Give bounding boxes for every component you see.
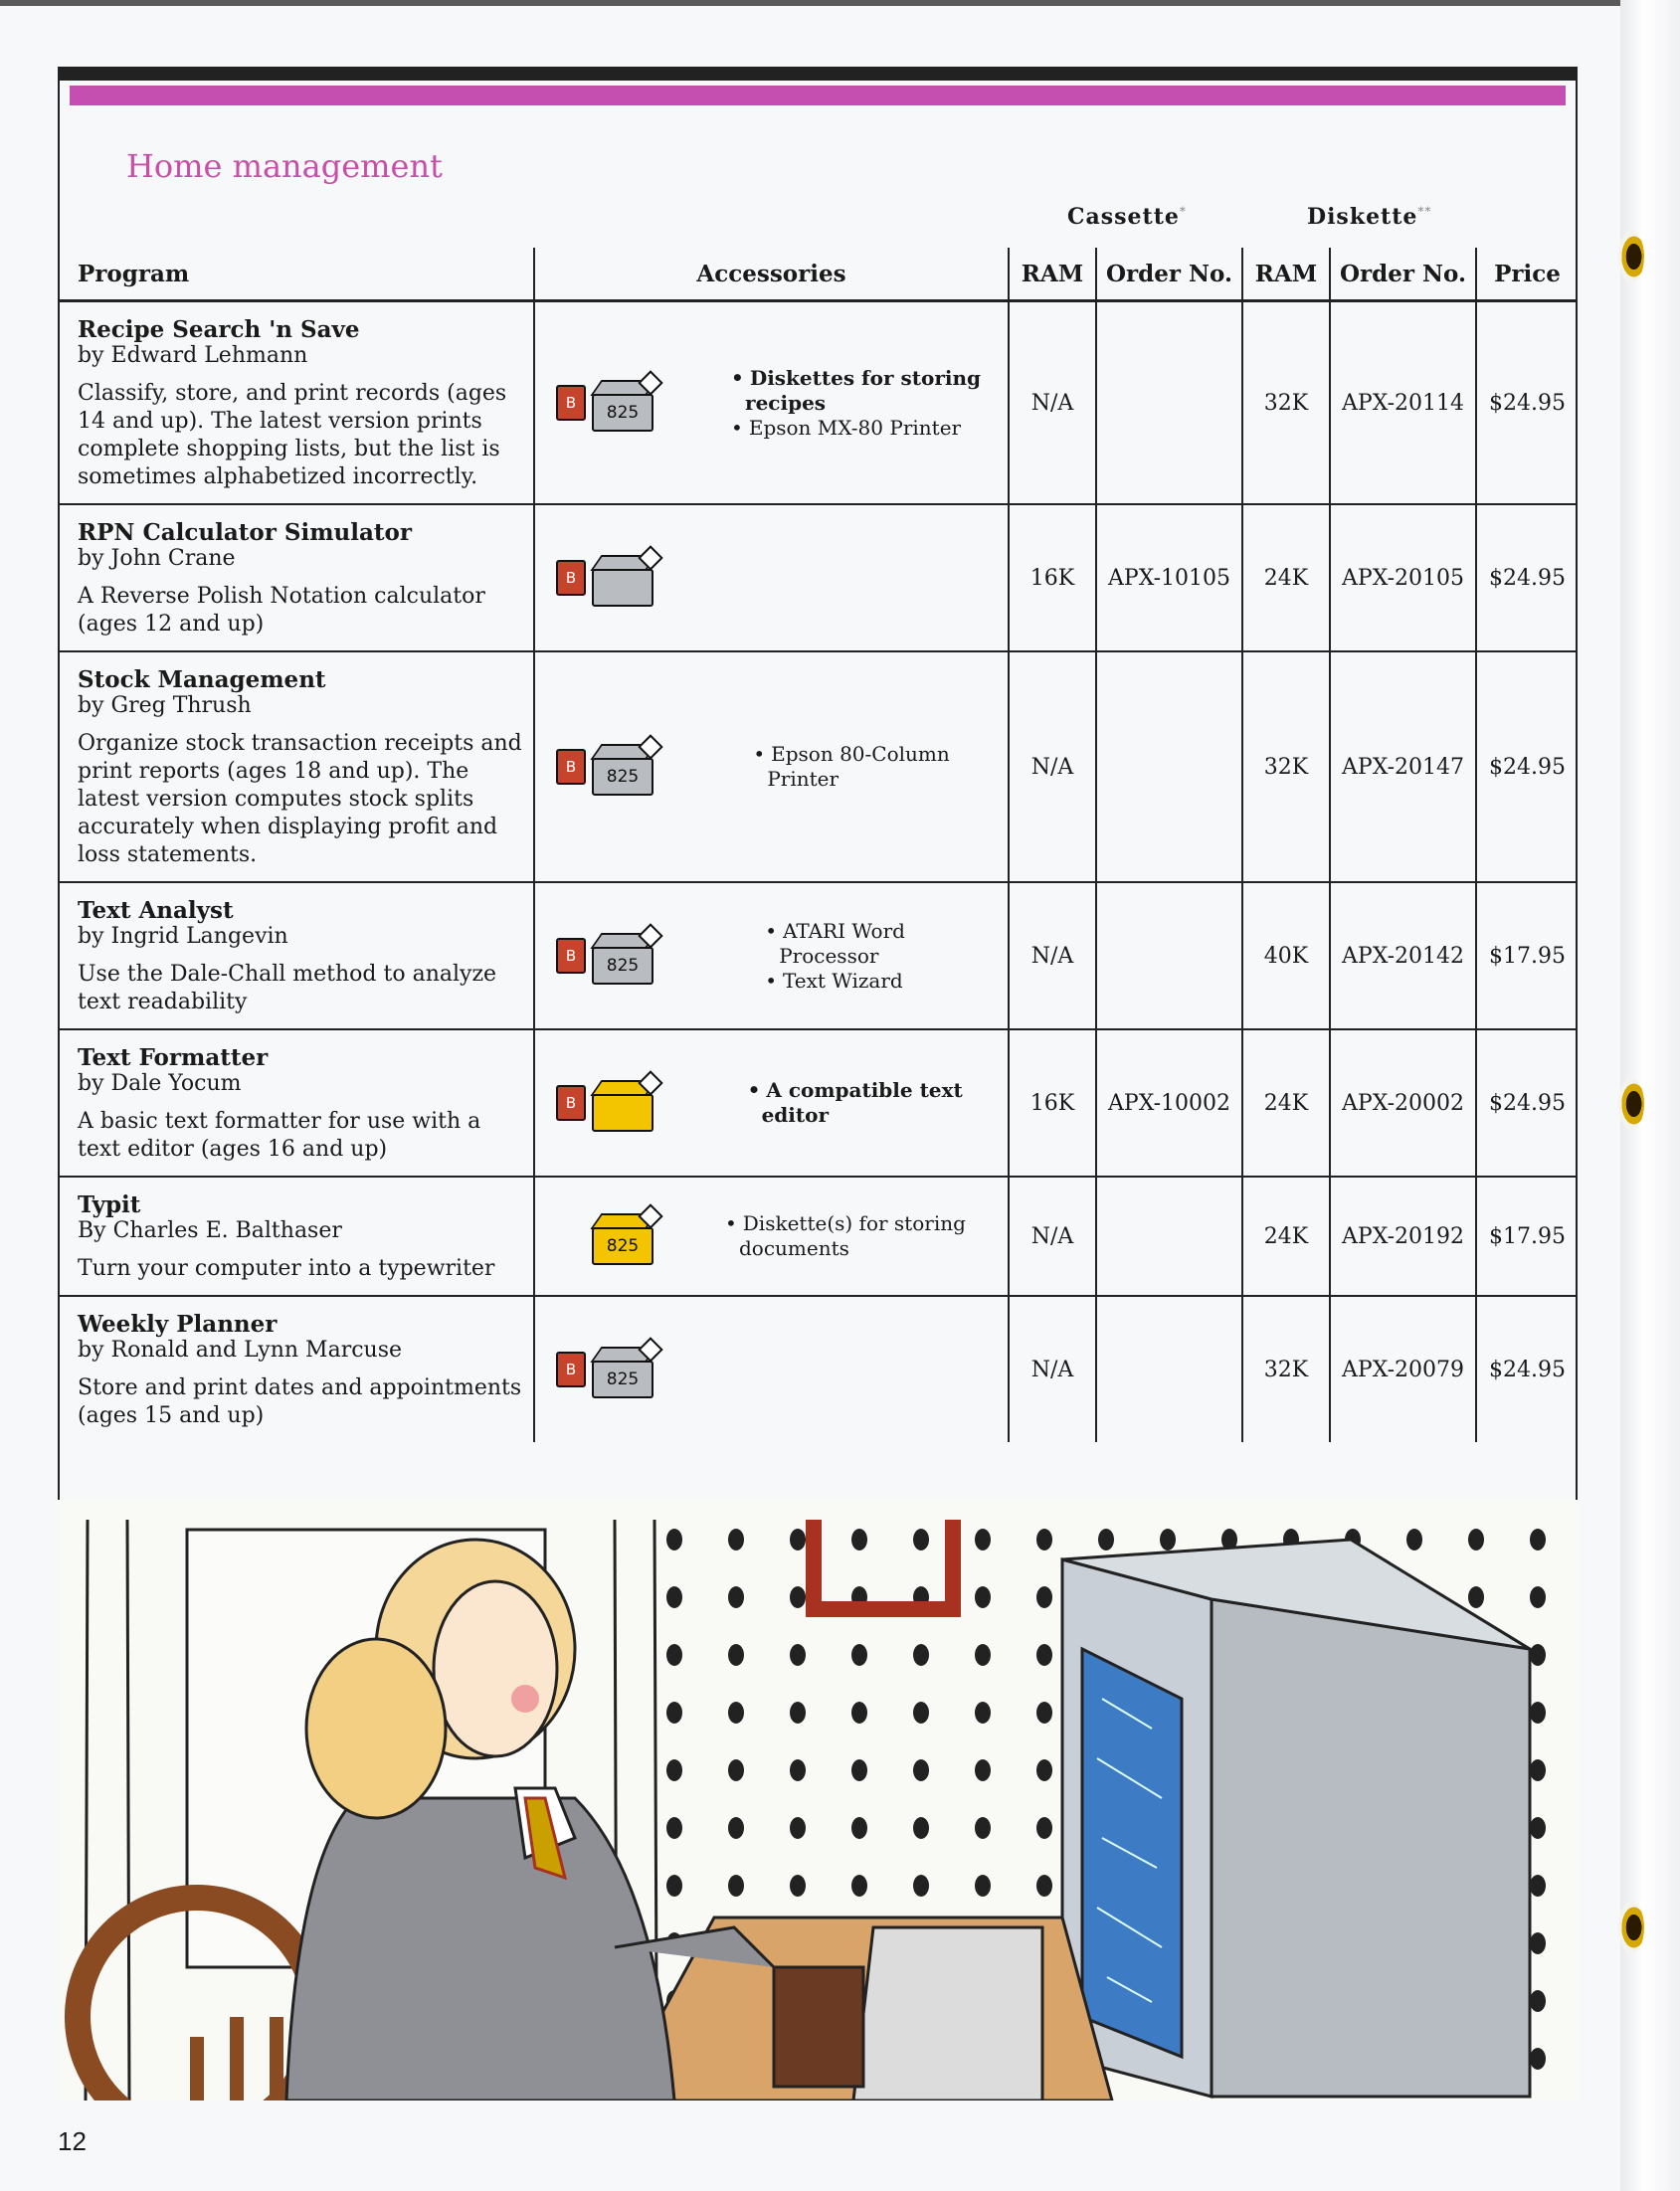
diskette-order-no: APX-20105 (1330, 504, 1476, 651)
basic-cartridge-icon: B (556, 749, 586, 785)
program-description: Turn your computer into a typewriter (78, 1256, 495, 1281)
woman-at-computer-illustration (58, 1500, 1578, 2100)
program-cell (58, 1296, 534, 1442)
program-name: Text Analyst (78, 897, 234, 924)
binder-hole-icon (1618, 1902, 1644, 1953)
diskette-order-no: APX-20079 (1330, 1296, 1476, 1442)
disk-drive-icon (592, 549, 665, 607)
program-name: Stock Management (78, 666, 326, 693)
price: $24.95 (1476, 1029, 1578, 1177)
price: $24.95 (1476, 504, 1578, 651)
accessory-list (721, 1211, 1007, 1261)
diskette-order-no: APX-20192 (1330, 1177, 1476, 1296)
diskette-ram: 32K (1242, 1296, 1330, 1442)
col-diskette-order: Order No. (1330, 248, 1476, 301)
disk-drive-icon (592, 374, 665, 432)
table-row (58, 882, 1578, 1029)
price: $24.95 (1476, 301, 1578, 505)
program-cell (58, 301, 534, 505)
program-author: by John Crane (78, 546, 236, 571)
program-description: A Reverse Polish Notation calculator (ages 12 and up) (78, 584, 485, 637)
accessory-item: • Text Wizard (761, 969, 1007, 994)
table-row (58, 1296, 1578, 1442)
basic-cartridge-icon: B (556, 938, 586, 974)
program-table (58, 248, 1578, 1442)
program-description: A basic text formatter for use with a text editor (ages 16 and up) (78, 1109, 481, 1162)
diskette-group-label: Diskette** (1307, 204, 1432, 230)
printer-model-label (592, 569, 653, 607)
cassette-ram: N/A (1009, 882, 1096, 1029)
cassette-ram: N/A (1009, 1177, 1096, 1296)
disk-drive-icon (592, 1074, 665, 1132)
printer-model-label: 825 (592, 758, 653, 796)
col-program: Program (58, 248, 534, 301)
printer-model-label (592, 1094, 653, 1132)
program-cell (58, 882, 534, 1029)
cassette-order-no (1096, 882, 1242, 1029)
printer-model-label: 825 (592, 394, 653, 432)
program-cell (58, 504, 534, 651)
section-color-bar (70, 86, 1566, 105)
binder-hole-icon (1618, 231, 1644, 282)
program-name: Weekly Planner (78, 1311, 278, 1338)
diskette-order-no: APX-20114 (1330, 301, 1476, 505)
price: $24.95 (1476, 1296, 1578, 1442)
cassette-order-no: APX-10002 (1096, 1029, 1242, 1177)
program-author: by Greg Thrush (78, 693, 252, 718)
diskette-order-no: APX-20147 (1330, 651, 1476, 882)
cassette-order-no (1096, 651, 1242, 882)
accessories-cell (534, 504, 1009, 651)
basic-cartridge-icon: B (556, 1085, 586, 1121)
program-author: by Ronald and Lynn Marcuse (78, 1338, 403, 1363)
diskette-ram: 32K (1242, 301, 1330, 505)
program-description: Use the Dale-Chall method to analyze text readability (78, 962, 497, 1014)
disk-drive-icon (592, 738, 665, 796)
diskette-ram: 32K (1242, 651, 1330, 882)
program-description: Organize stock transaction receipts and print reports (ages 18 and up). The latest version computes stock splits accurately when displaying profit and loss statements. (78, 731, 522, 867)
program-cell (58, 651, 534, 882)
accessory-item: • ATARI Word Processor (761, 919, 1007, 969)
disk-drive-icon (592, 927, 665, 985)
col-accessories: Accessories (534, 248, 1009, 301)
accessory-list (727, 366, 1007, 441)
program-description: Classify, store, and print records (ages 14 and up). The latest version prints complete shopping lists, but the list is sometimes alphabetized incorrectly. (78, 381, 507, 489)
disk-drive-icon (592, 1341, 665, 1398)
program-author: by Dale Yocum (78, 1071, 242, 1096)
col-diskette-ram: RAM (1242, 248, 1330, 301)
program-description: Store and print dates and appointments (ages 15 and up) (78, 1375, 522, 1428)
accessories-cell (534, 1029, 1009, 1177)
section-title: Home management (126, 147, 443, 185)
accessory-list (761, 919, 1007, 994)
table-row (58, 504, 1578, 651)
program-cell (58, 1177, 534, 1296)
binder-hole-icon (1618, 1078, 1644, 1130)
program-author: by Edward Lehmann (78, 343, 308, 368)
accessories-cell (534, 1296, 1009, 1442)
program-name: Typit (78, 1191, 141, 1218)
accessories-cell (534, 882, 1009, 1029)
table-row (58, 301, 1578, 505)
accessory-item: • Diskette(s) for storing documents (721, 1211, 1007, 1261)
program-author: by Ingrid Langevin (78, 924, 288, 949)
cassette-order-no: APX-10105 (1096, 504, 1242, 651)
cassette-ram: 16K (1009, 1029, 1096, 1177)
accessory-item: • Diskettes for storing recipes (727, 366, 1007, 416)
col-cassette-order: Order No. (1096, 248, 1242, 301)
table-row (58, 1177, 1578, 1296)
program-name: RPN Calculator Simulator (78, 519, 412, 546)
cassette-group-label: Cassette* (1067, 204, 1187, 230)
program-cell (58, 1029, 534, 1177)
cassette-order-no (1096, 301, 1242, 505)
cassette-ram: 16K (1009, 504, 1096, 651)
table-header-row (58, 248, 1578, 301)
table-row (58, 651, 1578, 882)
accessory-item: • Epson 80-Column Printer (749, 742, 1007, 792)
diskette-ram: 40K (1242, 882, 1330, 1029)
printer-model-label: 825 (592, 947, 653, 985)
col-price: Price (1476, 248, 1578, 301)
price: $17.95 (1476, 1177, 1578, 1296)
price: $17.95 (1476, 882, 1578, 1029)
printer-model-label: 825 (592, 1361, 653, 1398)
basic-cartridge-icon: B (556, 385, 586, 421)
page-number: 12 (58, 2126, 87, 2156)
accessory-item: • Epson MX-80 Printer (727, 416, 1007, 441)
printer-model-label: 825 (592, 1227, 653, 1265)
diskette-order-no: APX-20002 (1330, 1029, 1476, 1177)
diskette-ram: 24K (1242, 1177, 1330, 1296)
basic-cartridge-icon: B (556, 1352, 586, 1387)
illustration (58, 1500, 1578, 2100)
col-cassette-ram: RAM (1009, 248, 1096, 301)
accessories-cell (534, 651, 1009, 882)
accessory-list (749, 742, 1007, 792)
top-rule (58, 67, 1578, 81)
diskette-ram: 24K (1242, 504, 1330, 651)
basic-cartridge-icon: B (556, 560, 586, 596)
price: $24.95 (1476, 651, 1578, 882)
program-name: Recipe Search 'n Save (78, 316, 360, 343)
cassette-order-no (1096, 1177, 1242, 1296)
top-edge (0, 0, 1680, 6)
program-name: Text Formatter (78, 1044, 269, 1071)
program-author: By Charles E. Balthaser (78, 1218, 342, 1243)
cassette-order-no (1096, 1296, 1242, 1442)
accessories-cell (534, 1177, 1009, 1296)
disk-drive-icon (592, 1207, 665, 1265)
table-row (58, 1029, 1578, 1177)
diskette-ram: 24K (1242, 1029, 1330, 1177)
cassette-ram: N/A (1009, 651, 1096, 882)
accessory-item: • A compatible text editor (744, 1078, 1007, 1128)
diskette-order-no: APX-20142 (1330, 882, 1476, 1029)
cassette-ram: N/A (1009, 1296, 1096, 1442)
accessory-list (744, 1078, 1007, 1128)
accessories-cell (534, 301, 1009, 505)
cassette-ram: N/A (1009, 301, 1096, 505)
